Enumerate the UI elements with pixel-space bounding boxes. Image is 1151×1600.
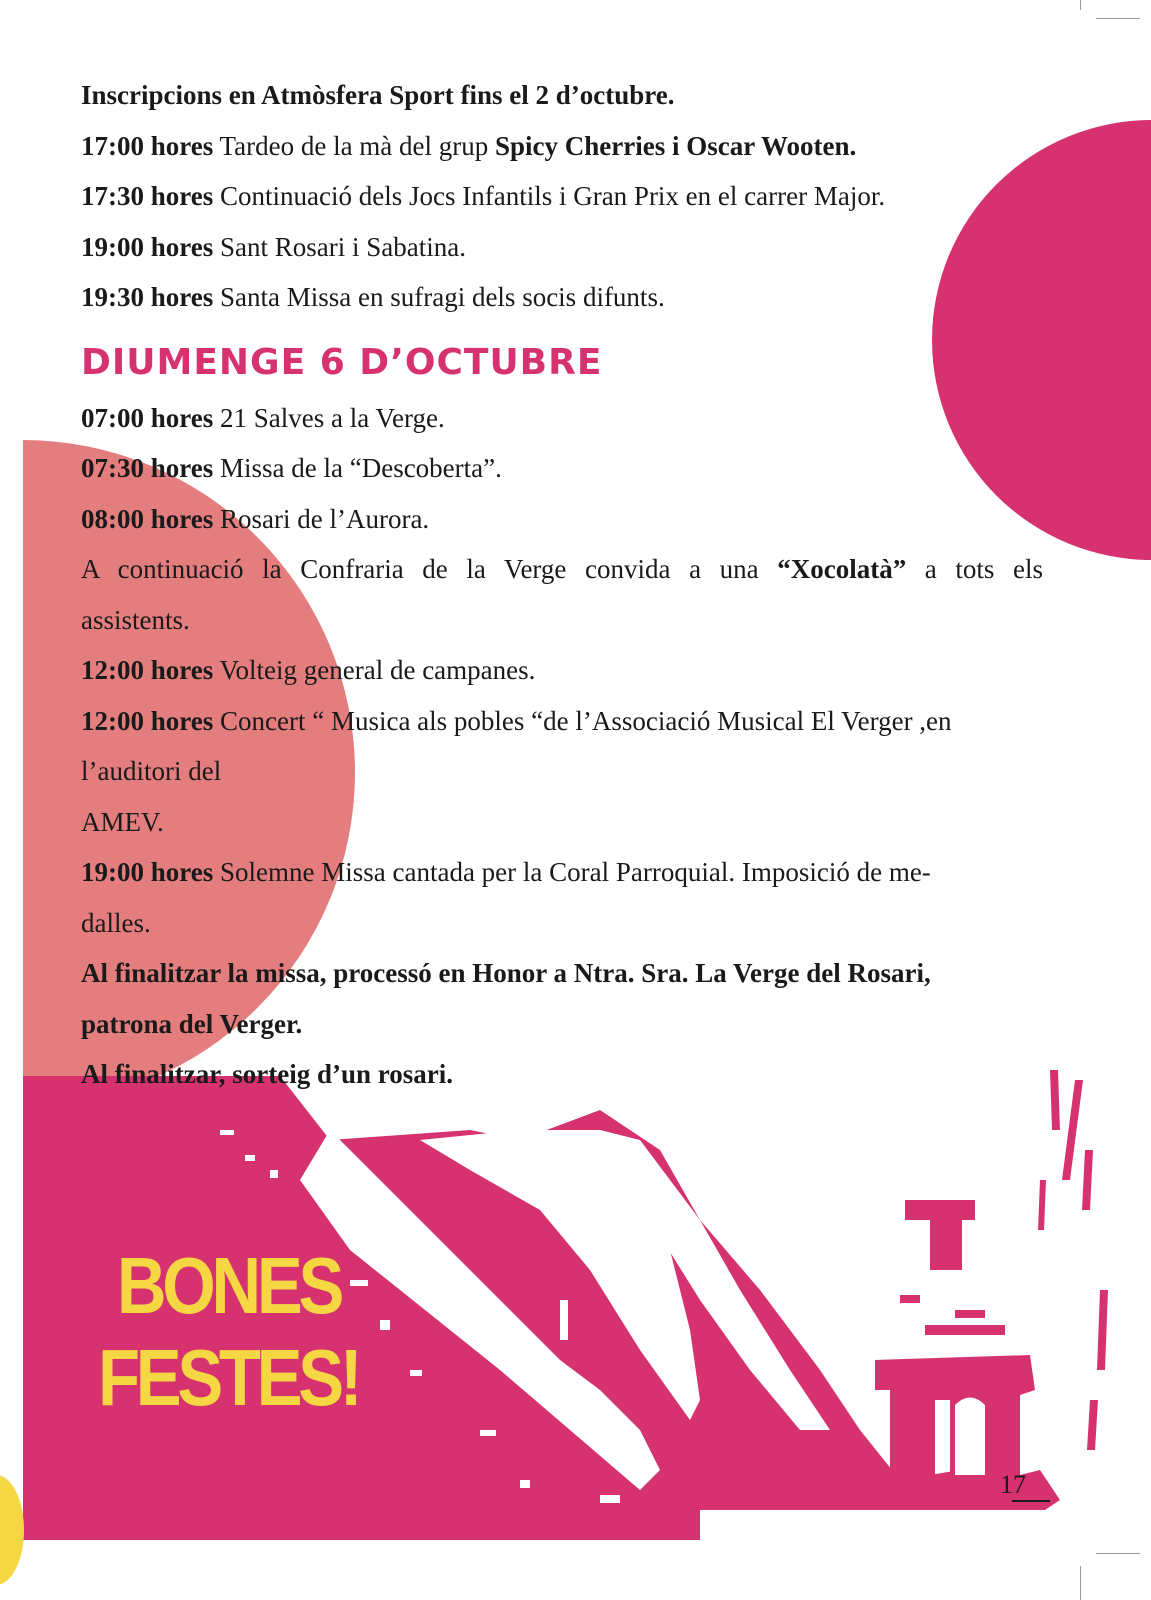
program-text [81, 70, 1043, 1100]
event-text: dalles. [81, 907, 151, 938]
program-line [81, 494, 1043, 545]
bold-text: Spicy Cherries i Oscar Wooten. [495, 130, 857, 161]
program-line [81, 393, 1043, 444]
event-text: Sant Rosari i Sabatina. [213, 231, 466, 262]
event-time: 12:00 hores [81, 655, 214, 685]
event-text: Tardeo de la mà del grup [213, 130, 496, 161]
event-text: Concert “ Musica als pobles “de l’Associació Musical El Verger ,en [213, 705, 952, 736]
program-line [81, 272, 1043, 323]
event-text: A continuació la Confraria de la Verge convida a una [81, 554, 778, 584]
bold-text: Al finalitzar, [81, 1059, 226, 1089]
event-time: 12:00 hores [81, 705, 214, 736]
event-time: 07:30 hores [81, 453, 214, 483]
crop-mark [1080, 0, 1081, 10]
event-text: Santa Missa en sufragi dels socis difunts. [213, 282, 665, 312]
event-time: 19:00 hores [81, 857, 214, 887]
crop-mark [1080, 1566, 1081, 1600]
program-line [81, 544, 1043, 595]
program-line [81, 121, 1043, 172]
program-line [81, 70, 1043, 121]
event-text: a tots els [906, 554, 1043, 584]
crop-mark [1096, 1553, 1140, 1554]
event-text: Solemne Missa cantada per la Coral Parroquial. Imposició de me- [213, 857, 931, 887]
event-text: Volteig general de campanes. [213, 655, 536, 685]
program-line [81, 171, 1043, 222]
event-time: 19:30 hores [81, 282, 214, 312]
bold-text: Inscripcions en Atmòsfera Sport fins el 2 d’octubre. [81, 80, 675, 110]
greeting-line: FESTES! [98, 1333, 359, 1422]
bold-text: “Xocolatà” [777, 554, 907, 584]
crop-mark [1096, 18, 1140, 19]
program-line [81, 222, 1043, 273]
bold-text: sorteig d’un rosari. [232, 1059, 453, 1089]
program-line [81, 746, 1043, 797]
program-line [81, 1049, 1043, 1100]
day-heading: DIUMENGE 6 D’OCTUBRE [81, 341, 603, 383]
bold-text: patrona del Verger. [81, 1008, 303, 1039]
bold-text: Al finalitzar la missa, processó en Honor a Ntra. Sra. La Verge del Rosari, [81, 958, 931, 988]
event-time: 07:00 hores [81, 402, 214, 433]
page-number: 17 [1000, 1470, 1026, 1499]
event-text: 21 Salves a la Verge. [213, 402, 445, 433]
program-line [81, 948, 1043, 999]
program-line [81, 999, 1043, 1050]
program-line [81, 595, 1043, 646]
program-line [81, 443, 1043, 494]
event-time: 17:30 hores [81, 181, 214, 211]
event-text: Missa de la “Descoberta”. [213, 453, 502, 483]
event-text: l’auditori del [81, 756, 222, 786]
event-text: Continuació dels Jocs Infantils i Gran Prix en el carrer Major. [213, 181, 886, 211]
greeting-title [98, 1240, 358, 1424]
event-text: Rosari de l’Aurora. [213, 503, 430, 534]
program-line [81, 645, 1043, 696]
program-line [81, 696, 1043, 747]
event-time: 08:00 hores [81, 503, 214, 534]
greeting-line: BONES [116, 1241, 341, 1330]
program-line [81, 797, 1043, 848]
event-time: 19:00 hores [81, 231, 214, 262]
program-line [81, 847, 1043, 898]
event-text: assistents. [81, 604, 190, 635]
event-text: AMEV. [81, 806, 164, 837]
event-time: 17:00 hores [81, 130, 214, 161]
program-line [81, 898, 1043, 949]
